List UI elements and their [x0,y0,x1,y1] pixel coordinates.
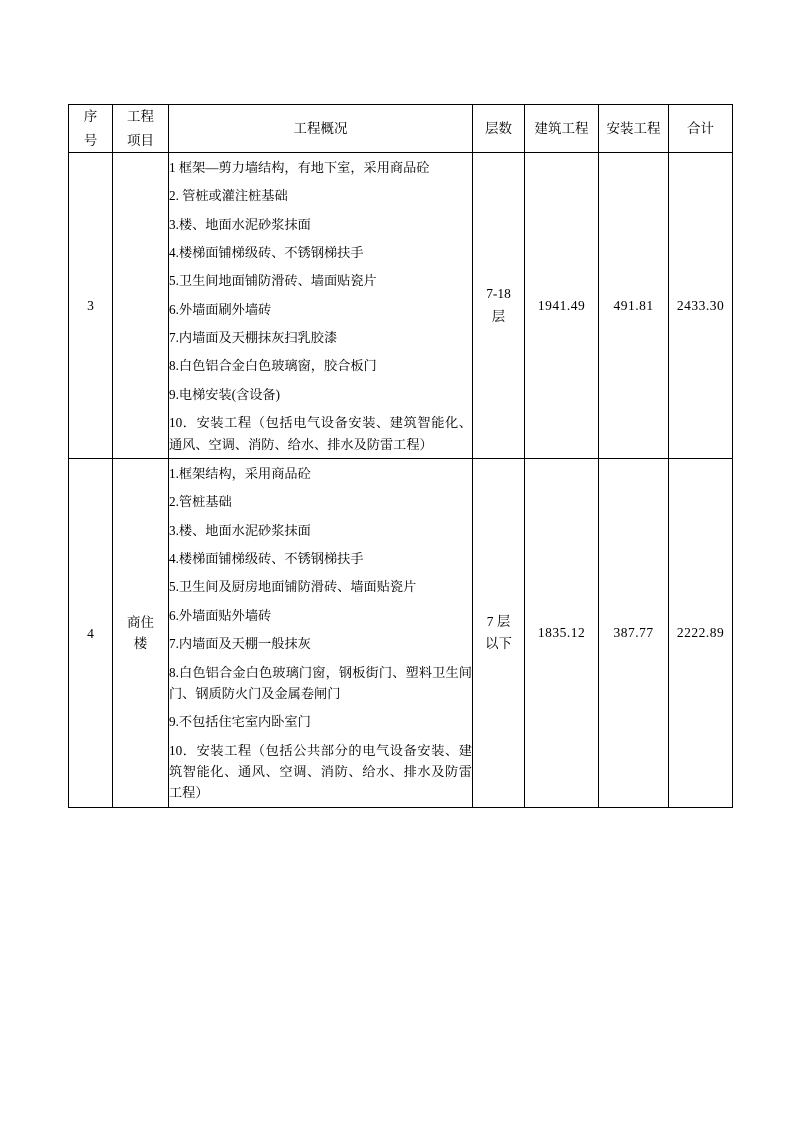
desc-item: 6.外墙面贴外墙砖 [169,607,272,623]
row-floors-line1: 7-18 [486,286,511,302]
desc-item: 6.外墙面刷外墙砖 [169,301,272,317]
header-total: 合计 [669,105,733,153]
header-sequence-line2: 号 [83,132,98,148]
row-project-line1: 商住 [127,614,154,630]
row-floors-line2: 层 [491,308,506,324]
engineering-summary-table [68,104,733,808]
table-row [69,153,733,459]
row-sequence: 3 [69,153,113,459]
row-installation-works: 491.81 [599,153,669,459]
desc-item: 8.白色铝合金白色玻璃门窗，钢板街门、塑料卫生间门、钢质防火门及金属卷闸门 [169,664,472,701]
header-building-works: 建筑工程 [525,105,599,153]
header-installation-works: 安装工程 [599,105,669,153]
row-description [169,153,473,459]
desc-item: 7.内墙面及天棚一般抹灰 [169,636,311,652]
row-building-works: 1941.49 [525,153,599,459]
table-row [69,459,733,808]
desc-item: 2.管桩基础 [169,494,232,510]
header-sequence [69,105,113,153]
header-project-line1: 工程 [127,109,154,124]
row-project [113,459,169,808]
row-floors-line2: 以下 [485,636,512,652]
desc-item: 5.卫生间及厨房地面铺防滑砖、墙面贴瓷片 [169,579,417,595]
row-project [113,153,169,459]
row-total: 2222.89 [669,459,733,808]
desc-item: 7.内墙面及天棚抹灰扫乳胶漆 [169,330,338,345]
desc-item: 3.楼、地面水泥砂浆抹面 [169,216,311,232]
desc-item: 10．安装工程（包括电气设备安装、建筑智能化、通风、空调、消防、给水、排水及防雷工程） [169,415,472,452]
header-description: 工程概况 [169,105,473,153]
row-total: 2433.30 [669,153,733,459]
desc-item: 8.白色铝合金白色玻璃窗，胶合板门 [169,358,377,374]
row-installation-works: 387.77 [599,459,669,808]
desc-item: 2. 管桩或灌注桩基础 [169,188,288,204]
row-floors-line1: 7 层 [486,613,511,629]
row-sequence: 4 [69,459,113,808]
header-project [113,105,169,153]
row-floors [473,153,525,459]
header-floors: 层数 [473,105,525,153]
table-header-row [69,105,733,153]
desc-item: 4.楼梯面铺梯级砖、不锈钢梯扶手 [169,244,364,260]
desc-item: 1 框架—剪力墙结构，有地下室，采用商品砼 [169,159,430,175]
desc-item: 9.电梯安装(含设备) [169,386,280,402]
row-project-line2: 楼 [133,636,148,652]
row-description [169,459,473,808]
desc-item: 5.卫生间地面铺防滑砖、墙面贴瓷片 [169,273,377,289]
desc-item: 1.框架结构，采用商品砼 [169,465,311,481]
header-sequence-line1: 序 [83,109,98,124]
row-floors [473,459,525,808]
desc-item: 9.不包括住宅室内卧室门 [169,714,311,730]
row-building-works: 1835.12 [525,459,599,808]
desc-item: 4.楼梯面铺梯级砖、不锈钢梯扶手 [169,551,364,566]
header-project-line2: 项目 [127,132,154,148]
desc-item: 3.楼、地面水泥砂浆抹面 [169,522,311,538]
desc-item: 10．安装工程（包括公共部分的电气设备安装、建筑智能化、通风、空调、消防、给水、排水及防雷工程） [169,742,472,801]
